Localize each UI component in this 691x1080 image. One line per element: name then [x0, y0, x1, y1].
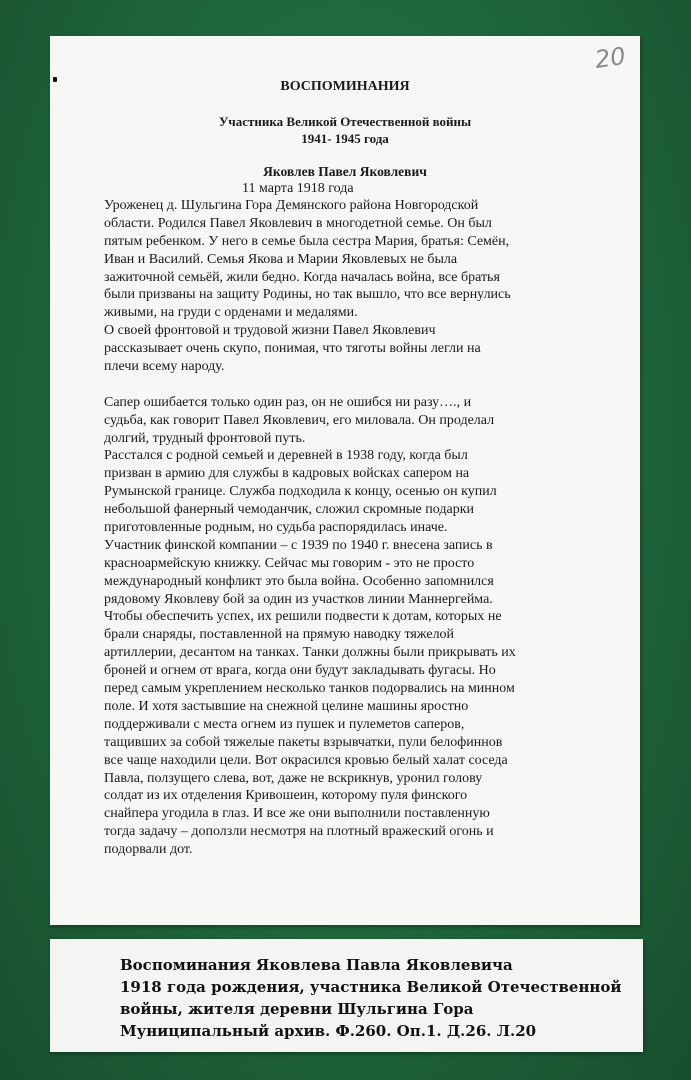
body-line: красноармейскую книжку. Сейчас мы говорим - это не просто [104, 555, 475, 571]
body-line: Расстался с родной семьей и деревней в 1938 году, когда был [104, 448, 468, 464]
body-line: международный конфликт это была война. Особенно запомнился [104, 573, 494, 589]
document-title: ВОСПОМИНАНИЯ [280, 79, 410, 94]
body-line: области. Родился Павел Яковлевич в многодетной семье. Он был [104, 215, 492, 231]
body-line: плечи всему народу. [104, 359, 225, 375]
body-line: Сапер ошибается только один раз, он не ошибся ни разу…., и [104, 394, 472, 410]
body-line: брали снаряды, поставленной на прямую наводку тяжелой [104, 627, 455, 643]
body-line: О своей фронтовой и трудовой жизни Павел Яковлевич [104, 323, 436, 339]
body-line: рассказывает очень скупо, понимая, что тяготы войны легли на [104, 341, 481, 357]
body-line: рядовому Яковлеву бой за один из участков линии Маннергейма. [104, 591, 493, 607]
body-line: все чаще находили цели. Вот окрасился кровью белый халат соседа [104, 752, 508, 768]
birth-date: 11 марта 1918 года [242, 181, 354, 196]
caption-line: войны, жителя деревни Шульгина Гора [120, 1000, 474, 1018]
caption-line: 1918 года рождения, участника Великой Отечественной [120, 978, 622, 996]
body-line: снайпера угодила в глаз. И все же они выполнили поставленную [104, 806, 490, 822]
body-line [104, 376, 574, 394]
body-line: Румынской границе. Служба подходила к концу, осенью он купил [104, 484, 497, 500]
body-line: долгий, трудный фронтовой путь. [104, 430, 306, 446]
body-line: броней и огнем от врага, когда они будут закладывать фугасы. Но [104, 663, 496, 679]
document-page [50, 36, 640, 925]
body-line: Павла, ползущего слева, вот, даже не вскрикнув, уронил голову [104, 770, 483, 786]
body-line: приготовленные родным, но судьба распорядилась иначе. [104, 520, 448, 536]
body-line: были призваны на защиту Родины, но так вышло, что все вернулись [104, 287, 511, 303]
body-line: тащивших за собой тяжелые пакеты взрывчатки, пули белофиннов [104, 734, 503, 750]
handwritten-page-number: 20 [593, 42, 628, 74]
body-line: Участник финской компании – с 1939 по 1940 г. внесена запись в [104, 537, 493, 553]
body-line: тогда задачу – доползли несмотря на плотный вражеский огонь и [104, 824, 494, 840]
body-line: небольшой фанерный чемоданчик, сложил скромные подарки [104, 502, 474, 518]
caption-label [50, 939, 643, 1052]
body-line: зажиточной семьёй, жили бедно. Когда началась война, все братья [104, 269, 500, 285]
body-line: Иван и Василий. Семья Якова и Марии Яковлевых не была [104, 251, 458, 267]
body-line: поддерживали с места огнем из пушек и пулеметов саперов, [104, 716, 465, 732]
document-years: 1941- 1945 года [301, 131, 389, 146]
document-subtitle: Участника Великой Отечественной войны [218, 114, 472, 129]
body-line: судьба, как говорит Павел Яковлевич, его миловала. Он проделал [104, 412, 495, 428]
body-line: перед самым укреплением несколько танков подорвались на минном [104, 681, 515, 697]
body-line: солдат из их отделения Кривошеин, которому пуля финского [104, 788, 468, 804]
caption-line: Воспоминания Яковлева Павла Яковлевича [120, 956, 513, 974]
caption-line: Муниципальный архив. Ф.260. Оп.1. Д.26. Л.20 [120, 1022, 537, 1040]
body-line: Уроженец д. Шульгина Гора Демянского района Новгородской [104, 198, 479, 213]
document-body [104, 197, 574, 859]
body-line: артиллерии, десантом на танках. Танки должны были прикрывать их [104, 645, 516, 661]
body-line: поле. И хотя застывшие на снежной целине машины яростно [104, 698, 469, 714]
body-line: живыми, на груди с орденами и медалями. [104, 305, 358, 321]
body-line: Чтобы обеспечить успех, их решили подвести к дотам, которых не [104, 609, 502, 625]
body-line: призван в армию для службы в кадровых войсках сапером на [104, 466, 470, 482]
caption-text [120, 954, 630, 1042]
person-name: Яковлев Павел Яковлевич [263, 164, 427, 179]
body-line: пятым ребенком. У него в семье была сестра Мария, братья: Семён, [104, 233, 510, 249]
body-line: подорвали дот. [104, 842, 193, 858]
